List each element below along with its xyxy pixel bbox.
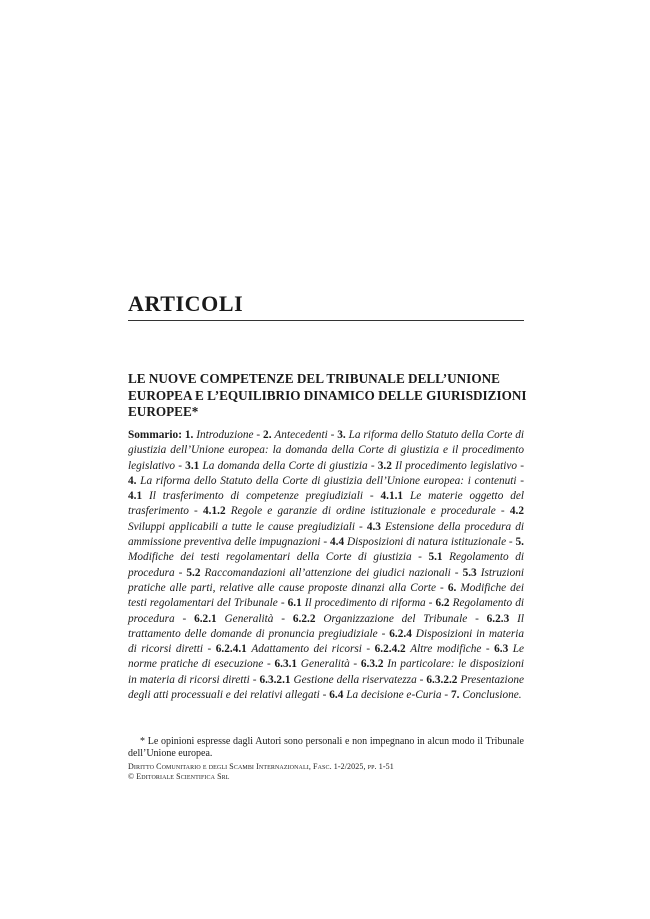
summary-item-number: 5.3	[462, 566, 477, 579]
summary-item-title: La domanda della Corte di giustizia	[202, 459, 368, 472]
summary-item-title: Il trattamento delle domande di pronuncia pregiudiziale	[128, 612, 524, 640]
summary-item-title: Le norme pratiche di esecuzione	[128, 643, 525, 671]
summary-item-number: 4.1.2	[203, 505, 226, 518]
section-header	[128, 291, 524, 317]
summary-item-title: Raccomandazioni all’attenzione dei giudici nazionali	[204, 566, 451, 579]
article-title: LE NUOVE COMPETENZE DEL TRIBUNALE DELL’UNIONE EUROPEA E L’EQUILIBRIO DINAMICO DELLE GIURISDIZIONI EUROPEE*	[128, 371, 527, 419]
summary-item-title: La riforma dello Statuto della Corte di giustizia dell’Unione europea: i contenuti	[140, 474, 517, 487]
publisher-copyright: © Editoriale Scientifica Srl	[128, 771, 230, 781]
summary-item-title: In particolare: le disposizioni in materia di ricorsi diretti	[128, 658, 524, 686]
summary-item-title: Il procedimento di riforma	[304, 597, 426, 610]
summary-item-number: 5.1	[428, 551, 443, 564]
summary-item-number: 6.	[447, 581, 457, 594]
summary-item-title: Istruzioni pratiche alle parti, relative alle cause proposte dinanzi alla Corte	[128, 566, 524, 594]
summary-item-number: 6.2.4	[389, 627, 412, 640]
summary-item-number: 4.1	[128, 490, 143, 503]
summary-item-title: Regole e garanzie di ordine istituzionale e procedurale	[230, 505, 496, 518]
summary-item-title: Adattamento dei ricorsi	[251, 643, 362, 656]
summary-item-number: 6.2.3	[486, 612, 510, 625]
summary-item-number: 4.3	[366, 520, 381, 533]
summary-item-title: Altre modifiche	[410, 643, 482, 656]
summary-item-number: 6.2.4.2	[374, 643, 406, 656]
summary	[128, 428, 524, 703]
journal-citation: Diritto Comunitario e degli Scambi Internazionali, Fasc. 1-2/2025, pp. 1-51	[128, 762, 394, 771]
summary-item-number: 3.	[337, 429, 346, 441]
summary-item-number: 6.2	[435, 597, 450, 610]
summary-item-title: Sviluppi applicabili a tutte le cause pregiudiziali	[128, 520, 356, 533]
summary-item-title: Modifiche dei testi regolamentari del Tribunale	[128, 581, 524, 610]
summary-item-number: 6.3	[494, 643, 509, 656]
summary-label: Sommario:	[128, 429, 182, 441]
summary-item-number: 2.	[263, 429, 272, 441]
summary-item-number: 6.4	[329, 689, 344, 702]
summary-item-number: 3.1	[185, 459, 200, 472]
summary-item-number: 4.1.1	[380, 490, 404, 503]
summary-item-title: Disposizioni in materia di ricorsi diretti	[128, 627, 525, 656]
summary-item-title: Introduzione	[196, 429, 254, 441]
summary-item-title: Gestione della riservatezza	[293, 673, 417, 686]
summary-item-title: Generalità	[300, 658, 350, 671]
summary-item-number: 4.	[128, 474, 137, 487]
journal-imprint	[128, 762, 524, 781]
summary-item-number: 6.3.2.2	[426, 673, 458, 686]
summary-item-title: Generalità	[224, 612, 274, 625]
summary-item-title: Organizzazione del Tribunale	[323, 612, 468, 625]
footnote-text: * Le opinioni espresse dagli Autori sono personali e non impegnano in alcun modo il Tribunale dell’Unione europea.	[128, 736, 524, 759]
summary-item-title: Antecedenti	[274, 429, 328, 441]
section-title: ARTICOLI	[128, 291, 244, 316]
summary-item-number: 1.	[184, 429, 194, 441]
summary-items: 1. Introduzione - 2. Antecedenti - 3. La riforma dello Statuto della Corte di giustizia dell’Unione europea: la domanda della Corte di giustizia e il procedimento legislativo - 3.1 La domanda della Corte di giustizia - 3.2 Il procedimento legislativo - 4. La riforma dello Statuto della Corte di giustizia dell’Unione europea: i contenuti - 4.1 Il trasferimento di competenze pregiudiziali - 4.1.1 Le materie oggetto del trasferimento - 4.1.2 Regole e garanzie di ordine istituzionale e procedurale - 4.2 Sviluppi applicabili a tutte le cause pregiudiziali - 4.3 Estensione della procedura di ammissione preventiva delle impugnazioni - 4.4 Disposizioni di natura istituzionale - 5. Modifiche dei testi regolamentari della Corte di giustizia - 5.1 Regolamento di procedura - 5.2 Raccomandazioni all’attenzione dei giudici nazionali - 5.3 Istruzioni pratiche alle parti, relative alle cause proposte dinanzi alla Corte - 6. Modifiche dei testi regolamentari del Tribunale - 6.1 Il procedimento di riforma - 6.2 Regolamento di procedura - 6.2.1 Generalità - 6.2.2 Organizzazione del Tribunale - 6.2.3 Il trattamento delle domande di pronuncia pregiudiziale - 6.2.4 Disposizioni in materia di ricorsi diretti - 6.2.4.1 Adattamento dei ricorsi - 6.2.4.2 Altre modifiche - 6.3 Le norme pratiche di esecuzione - 6.3.1 Generalità - 6.3.2 In particolare: le disposizioni in materia di ricorsi diretti - 6.3.2.1 Gestione della riservatezza - 6.3.2.2 Presentazione degli atti processuali e dei relativi allegati - 6.4 La decisione e-Curia - 7. Conclusione.	[128, 429, 525, 702]
summary-item-number: 6.2.4.1	[215, 643, 247, 656]
summary-item-number: 3.2	[377, 459, 392, 472]
summary-item-number: 6.1	[287, 597, 302, 610]
summary-item-title: Il trasferimento di competenze pregiudiziali	[148, 490, 363, 503]
summary-item-number: 7.	[451, 689, 460, 702]
summary-item-number: 4.2	[509, 505, 524, 518]
summary-item-title: La decisione e-Curia	[346, 689, 442, 702]
footnote	[128, 736, 524, 760]
summary-item-title: Le materie oggetto del trasferimento	[128, 490, 524, 518]
summary-item-title: Presentazione degli atti processuali e dei relativi allegati	[128, 673, 525, 702]
summary-item-title: Disposizioni di natura istituzionale	[346, 536, 507, 549]
summary-item-number: 5.2	[186, 566, 201, 579]
summary-item-title: Il procedimento legislativo	[395, 459, 518, 472]
summary-item-number: 6.3.1	[274, 658, 298, 671]
summary-item-title: Modifiche dei testi regolamentari della Corte di giustizia	[128, 551, 412, 564]
summary-item-number: 5.	[515, 536, 524, 549]
summary-item-title: Estensione della procedura di ammissione preventiva delle impugnazioni	[128, 520, 525, 549]
summary-item-title: Conclusione.	[462, 689, 522, 702]
summary-item-number: 4.4	[329, 536, 345, 549]
summary-item-title: Regolamento di procedura	[128, 597, 524, 625]
summary-item-number: 6.3.2	[360, 658, 384, 671]
summary-item-number: 6.3.2.1	[259, 673, 291, 686]
summary-item-title: La riforma dello Statuto della Corte di giustizia dell’Unione europea: la domanda della Corte di giustizia e il procedimento legislativo	[128, 429, 524, 472]
summary-item-title: Regolamento di procedura	[128, 551, 524, 579]
summary-item-number: 6.2.2	[292, 612, 316, 625]
section-divider	[128, 320, 524, 321]
summary-item-number: 6.2.1	[194, 612, 217, 625]
